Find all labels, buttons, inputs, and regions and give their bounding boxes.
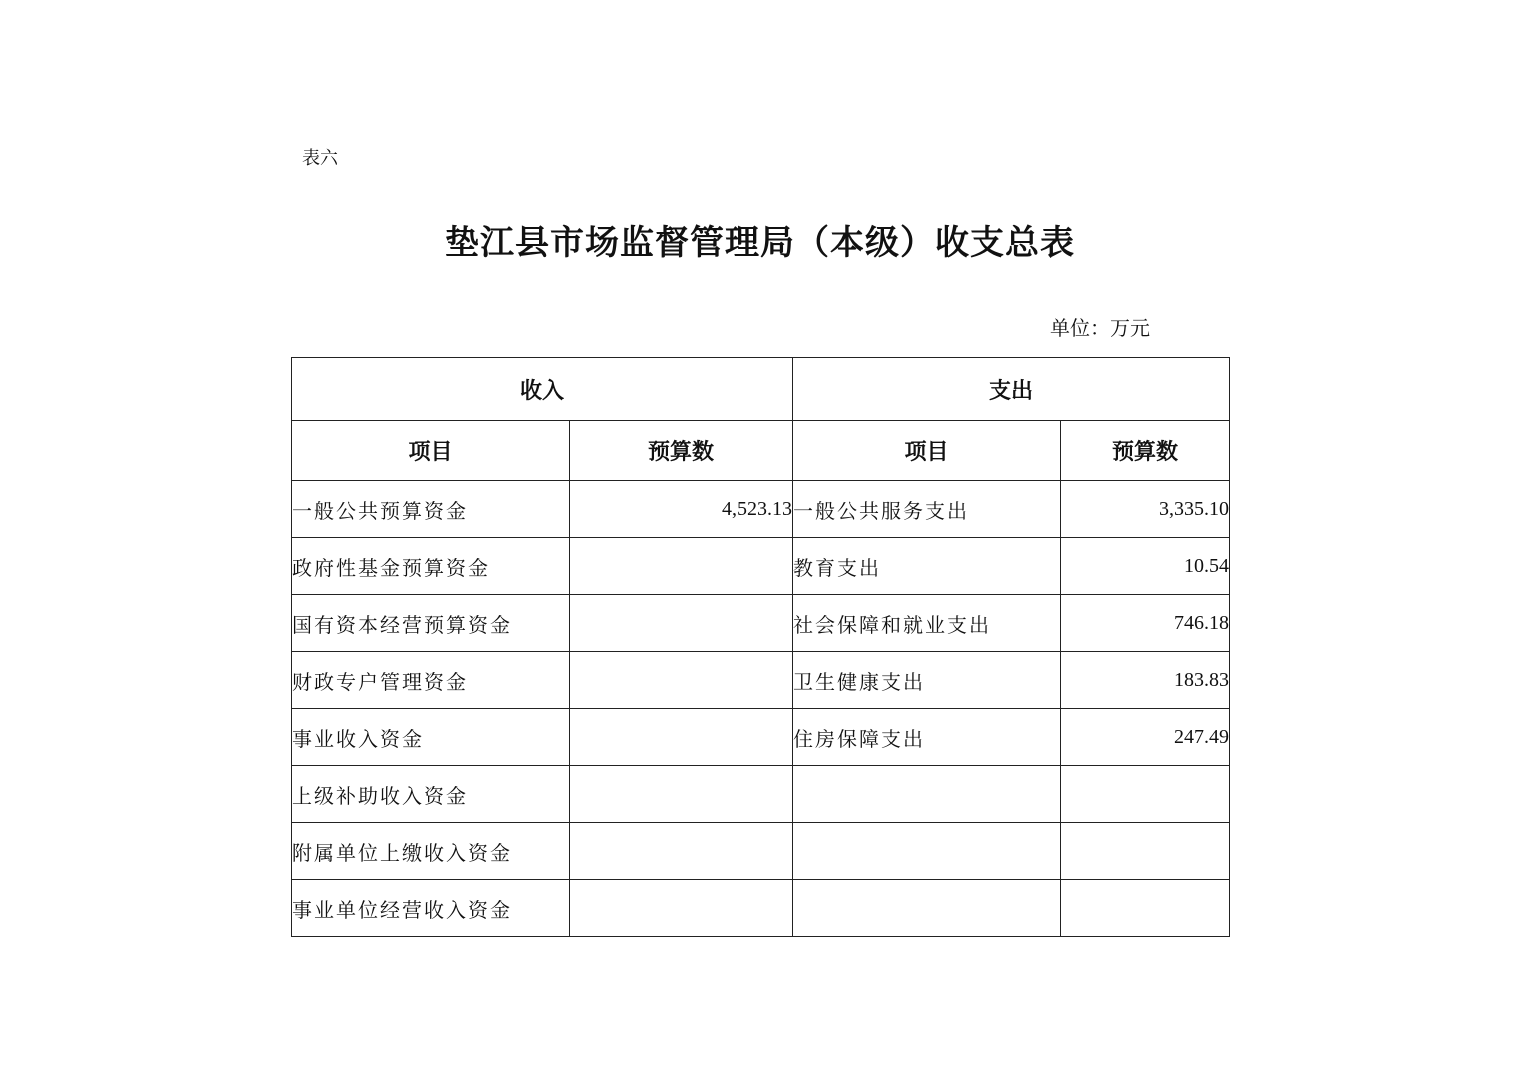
income-item: 财政专户管理资金 [292,652,570,709]
document-title: 垫江县市场监督管理局（本级）收支总表 [445,223,1075,263]
income-value [570,538,793,595]
unit-label: 单位：万元 [1050,316,1150,340]
expense-item: 一般公共服务支出 [793,481,1061,538]
income-item: 一般公共预算资金 [292,481,570,538]
expense-value: 183.83 [1061,652,1230,709]
income-value [570,595,793,652]
table-row [292,595,1230,652]
expense-item: 卫生健康支出 [793,652,1061,709]
income-item: 事业单位经营收入资金 [292,880,570,937]
expense-item [793,766,1061,823]
header-row-columns [292,421,1230,481]
budget-table [291,357,1230,937]
expense-value: 247.49 [1061,709,1230,766]
expense-value: 10.54 [1061,538,1230,595]
income-item: 附属单位上缴收入资金 [292,823,570,880]
income-item: 上级补助收入资金 [292,766,570,823]
income-value [570,652,793,709]
expense-item-header: 项目 [793,421,1061,481]
expense-header: 支出 [793,358,1230,421]
expense-value: 3,335.10 [1061,481,1230,538]
table-number: 表六 [302,148,338,169]
expense-item: 住房保障支出 [793,709,1061,766]
income-value [570,766,793,823]
table-row [292,538,1230,595]
income-budget-header: 预算数 [570,421,793,481]
expense-item [793,880,1061,937]
income-item-header: 项目 [292,421,570,481]
income-value [570,880,793,937]
header-row-groups [292,358,1230,421]
table-row [292,880,1230,937]
expense-value [1061,880,1230,937]
income-value [570,709,793,766]
expense-item: 社会保障和就业支出 [793,595,1061,652]
expense-item [793,823,1061,880]
expense-value [1061,823,1230,880]
income-header: 收入 [292,358,793,421]
income-value [570,823,793,880]
income-item: 国有资本经营预算资金 [292,595,570,652]
expense-value [1061,766,1230,823]
table-row [292,481,1230,538]
expense-value: 746.18 [1061,595,1230,652]
table-row [292,709,1230,766]
income-item: 政府性基金预算资金 [292,538,570,595]
expense-item: 教育支出 [793,538,1061,595]
income-value: 4,523.13 [570,481,793,538]
table-row [292,766,1230,823]
income-item: 事业收入资金 [292,709,570,766]
expense-budget-header: 预算数 [1061,421,1230,481]
table-row [292,823,1230,880]
table-row [292,652,1230,709]
